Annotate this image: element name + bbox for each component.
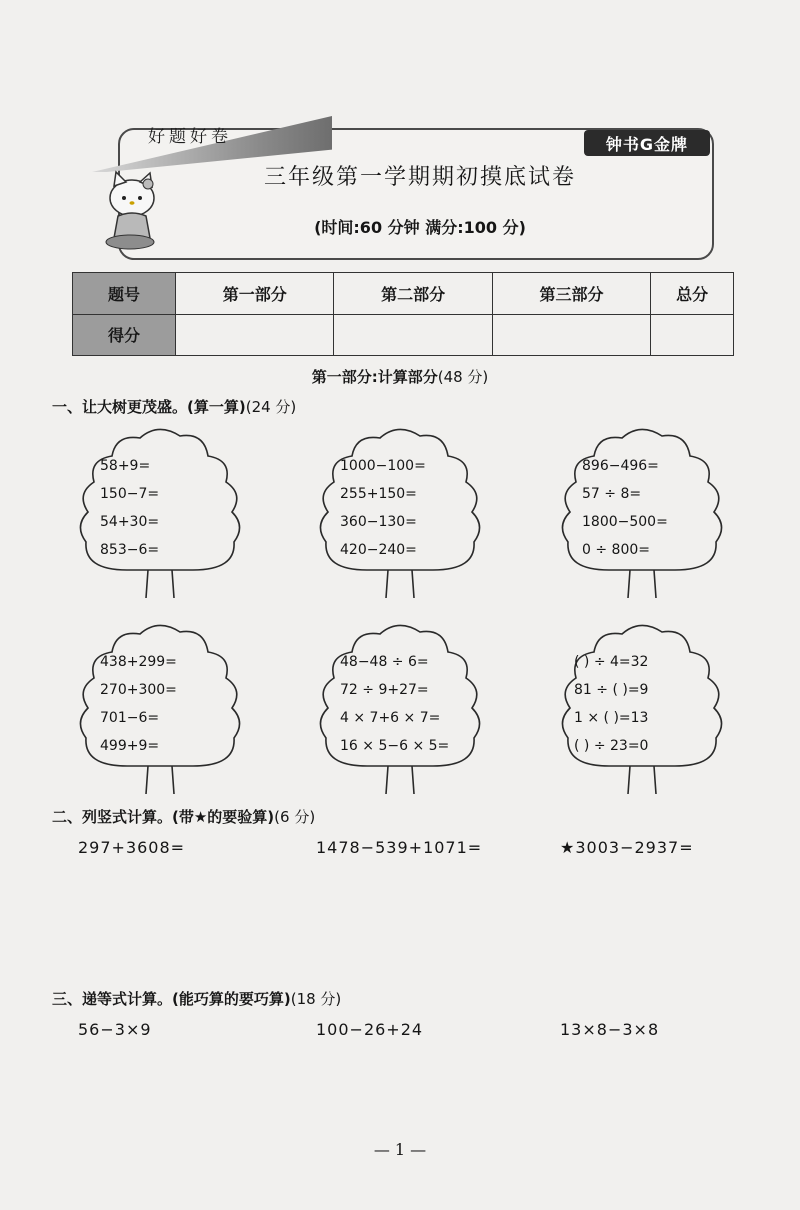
tree-equation: 499+9=	[100, 738, 160, 754]
score-header-cell: 第三部分	[492, 273, 650, 315]
tree-equation: 0 ÷ 800=	[582, 542, 650, 558]
tree-4	[70, 616, 250, 796]
tree-equation: 72 ÷ 9+27=	[340, 682, 429, 698]
step-calc-problem: 13×8−3×8	[560, 1020, 660, 1039]
tree-equation: 150−7=	[100, 486, 160, 502]
score-header-cell: 题号	[73, 273, 176, 315]
vertical-calc-problem: 1478−539+1071=	[316, 838, 483, 857]
tree-equation: ( ) ÷ 4=32	[574, 654, 649, 670]
section3-points: (18 分)	[290, 990, 342, 1008]
score-cell	[651, 314, 734, 356]
tree-equation: 853−6=	[100, 542, 160, 558]
tree-outline-icon	[552, 616, 732, 796]
part-points: (48 分)	[437, 368, 489, 386]
tree-equation: 255+150=	[340, 486, 417, 502]
part-title	[0, 366, 800, 387]
section2-title	[52, 806, 315, 827]
tree-equation: 4 × 7+6 × 7=	[340, 710, 441, 726]
tree-outline-icon	[310, 616, 490, 796]
score-cell	[492, 314, 650, 356]
tree-equation: 57 ÷ 8=	[582, 486, 642, 502]
score-value-row	[73, 314, 734, 356]
tree-equation: 1000−100=	[340, 458, 426, 474]
tree-equation: 16 × 5−6 × 5=	[340, 738, 450, 754]
section1-title	[52, 396, 296, 417]
tree-equation: 1800−500=	[582, 514, 668, 530]
tree-equation: 270+300=	[100, 682, 177, 698]
tree-outline-icon	[310, 420, 490, 600]
tree-equation: 438+299=	[100, 654, 177, 670]
tree-outline-icon	[70, 616, 250, 796]
step-calc-problem: 56−3×9	[78, 1020, 152, 1039]
page-number: — 1 —	[373, 1140, 427, 1159]
section3-title-text: 三、递等式计算。(能巧算的要巧算)	[52, 990, 291, 1008]
tree-5	[310, 616, 490, 796]
tree-equation: 1 × ( )=13	[574, 710, 649, 726]
tree-6	[552, 616, 732, 796]
score-row-label: 得分	[73, 314, 176, 356]
part-title-text: 第一部分:计算部分	[311, 368, 438, 386]
score-header-cell: 第一部分	[176, 273, 334, 315]
series-name: 好题好卷	[148, 127, 232, 147]
section1-title-text: 一、让大树更茂盛。(算一算)	[52, 398, 246, 416]
tree-equation: 896−496=	[582, 458, 659, 474]
score-header-cell: 总分	[651, 273, 734, 315]
tree-3	[552, 420, 732, 600]
score-header-cell: 第二部分	[334, 273, 492, 315]
tree-equation: 58+9=	[100, 458, 151, 474]
cat-mascot-icon	[100, 170, 170, 250]
exam-title: 三年级第一学期期初摸底试卷	[263, 165, 576, 190]
tree-equation: 81 ÷ ( )=9	[574, 682, 649, 698]
tree-equation: 420−240=	[340, 542, 417, 558]
section3-title	[52, 988, 341, 1009]
tree-outline-icon	[70, 420, 250, 600]
score-header-row	[73, 273, 734, 315]
tree-1	[70, 420, 250, 600]
score-cell	[176, 314, 334, 356]
tree-equation: 54+30=	[100, 514, 160, 530]
score-cell	[334, 314, 492, 356]
section1-points: (24 分)	[245, 398, 297, 416]
section2-points: (6 分)	[274, 808, 316, 826]
section2-title-text: 二、列竖式计算。(带★的要验算)	[52, 808, 275, 826]
tree-equation: ( ) ÷ 23=0	[574, 738, 649, 754]
score-table	[72, 272, 734, 356]
step-calc-problem: 100−26+24	[316, 1020, 424, 1039]
tree-2	[310, 420, 490, 600]
tree-equation: 701−6=	[100, 710, 160, 726]
vertical-calc-problem: ★3003−2937=	[560, 838, 694, 857]
vertical-calc-problem: 297+3608=	[78, 838, 186, 857]
tree-equation: 48−48 ÷ 6=	[340, 654, 429, 670]
exam-meta: (时间:60 分钟 满分:100 分)	[314, 218, 526, 237]
brand-logo: 钟书G金牌	[584, 130, 710, 156]
tree-equation: 360−130=	[340, 514, 417, 530]
tree-outline-icon	[552, 420, 732, 600]
